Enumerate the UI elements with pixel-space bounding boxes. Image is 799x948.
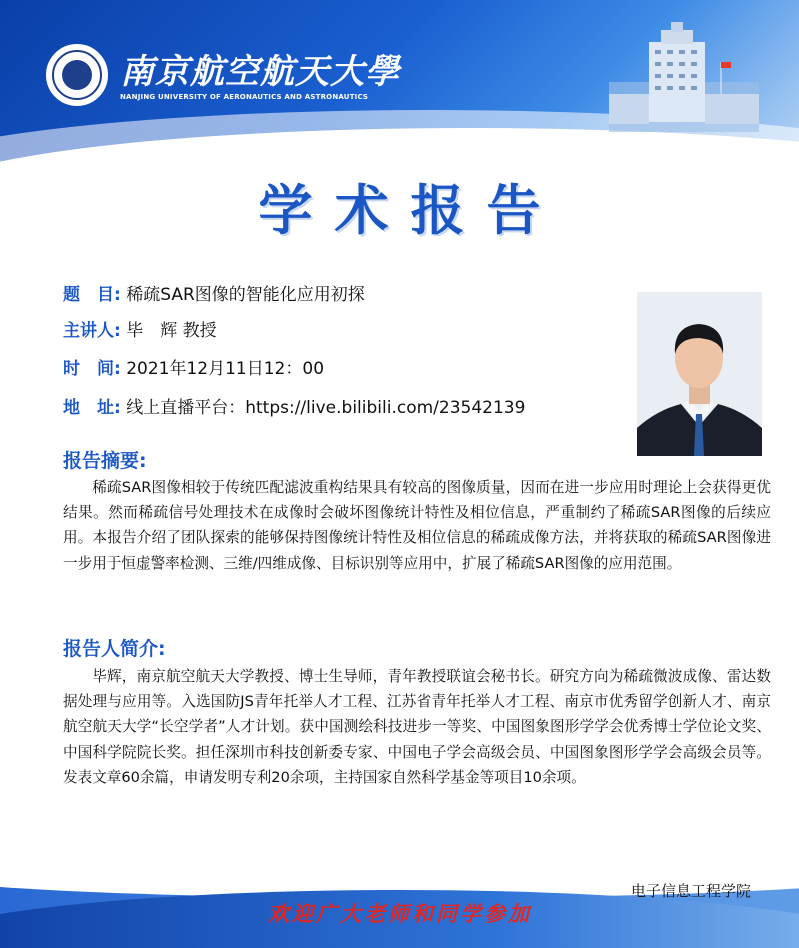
topic-value: 稀疏SAR图像的智能化应用初探	[126, 285, 365, 305]
university-name-en: NANJING UNIVERSITY OF AERONAUTICS AND ASTRONAUTICS	[120, 93, 369, 101]
welcome-slogan: 欢迎广大老师和同学参加	[268, 901, 532, 926]
bio-text: 毕辉，南京航空航天大学教授、博士生导师，青年教授联谊会秘书长。研究方向为稀疏微波成像、雷达数据处理与应用等。入选国防JS青年托举人才工程、江苏省青年托举人才工程、南京市优秀留学创新人才、南京航空航天大学“长空学者”人才计划。获中国测绘科技进步一等奖、中国图象图形学学会优秀博士学位论文奖、中国科学院院长奖。担任深圳市科技创新委专家、中国电子学会高级会员、中国图象图形学学会高级会员等。发表文章60余篇，申请发明专利20余项，主持国家自然科学基金等项目10余项。	[63, 668, 771, 786]
abstract-text: 稀疏SAR图像相较于传统匹配滤波重构结果具有较高的图像质量，因而在进一步应用时理论上会获得更优结果。然而稀疏信号处理技术在成像时会破坏图像统计特性及相位信息，严重制约了稀疏SAR图像的后续应用。本报告介绍了团队探索的能够保持图像统计特性及相位信息的稀疏成像方法，并将获取的稀疏SAR图像进一步用于恒虚警率检测、三维/四维成像、目标识别等应用中，扩展了稀疏SAR图像的应用范围。	[63, 479, 771, 572]
university-name-cn: 南京航空航天大學	[120, 52, 400, 92]
topic-label: 题 目:	[63, 285, 121, 305]
time-label: 时 间:	[63, 359, 121, 379]
seal-emblem	[62, 60, 92, 90]
topic-row	[63, 280, 365, 305]
time-value: 2021年12月11日12：00	[126, 359, 325, 379]
speaker-value: 毕 辉 教授	[126, 321, 217, 341]
campus-building-image	[609, 22, 759, 132]
speaker-label: 主讲人:	[63, 321, 121, 341]
place-value: 线上直播平台：https://live.bilibili.com/23542139	[126, 398, 526, 418]
page-title: 学术报告	[258, 179, 563, 242]
speaker-row	[63, 316, 217, 341]
bio-heading: 报告人简介:	[63, 638, 166, 660]
speaker-photo	[637, 292, 762, 456]
university-seal-logo	[46, 44, 108, 106]
place-label: 地 址:	[63, 398, 121, 418]
abstract-heading: 报告摘要:	[63, 450, 147, 472]
time-row	[63, 354, 324, 379]
department-name: 电子信息工程学院	[630, 882, 751, 900]
place-row	[63, 393, 525, 418]
header-banner	[0, 0, 799, 170]
